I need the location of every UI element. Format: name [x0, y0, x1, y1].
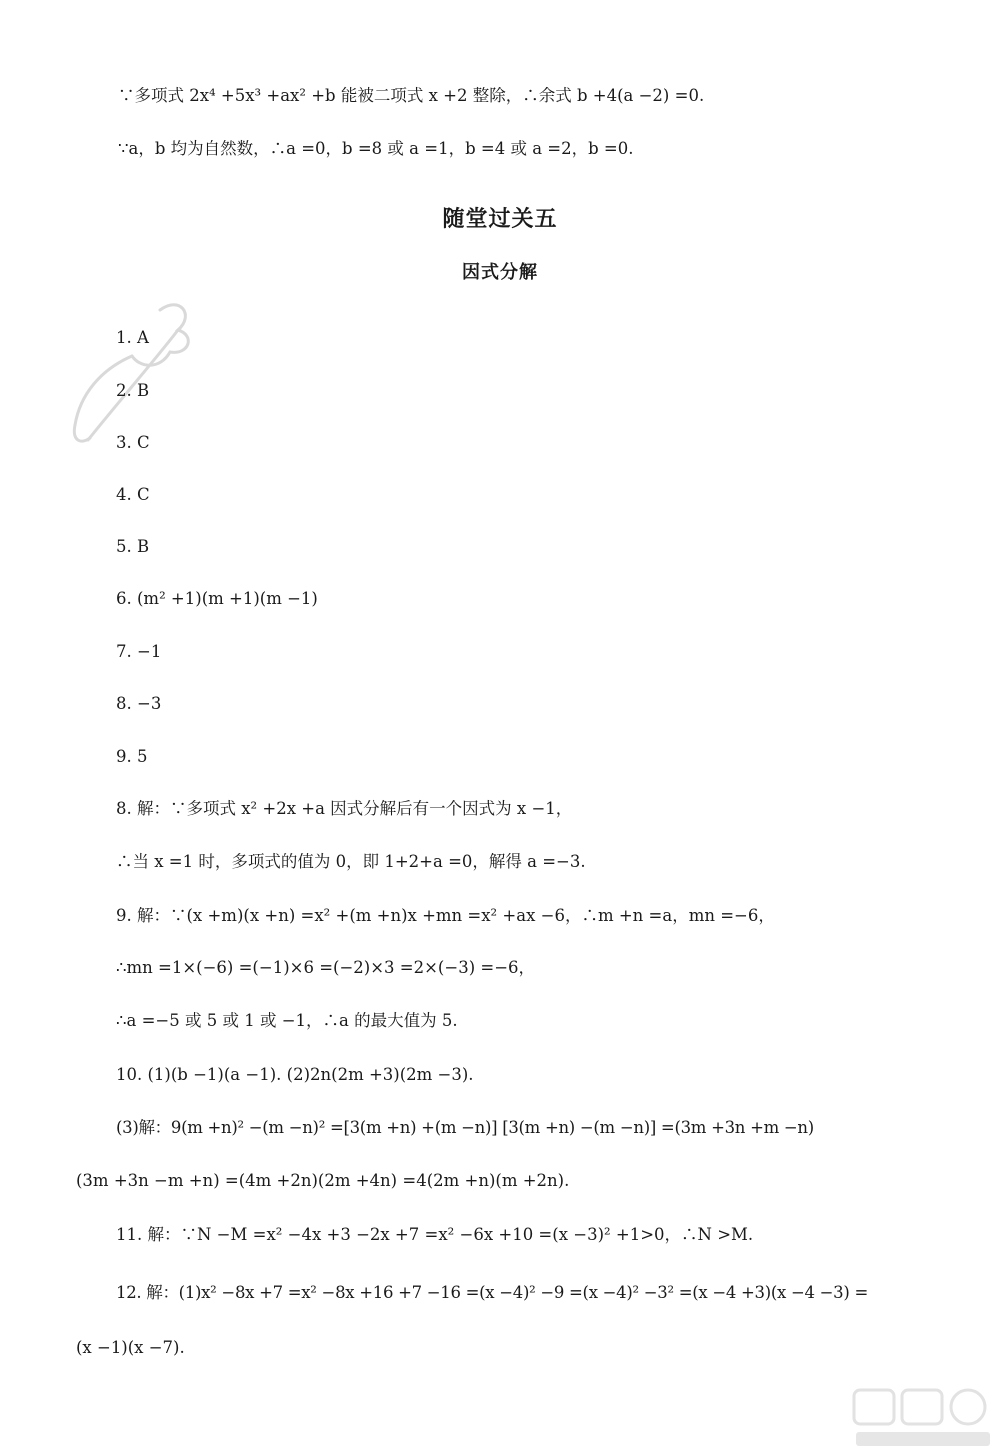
solution-12-line-1: 12. 解：(1)x² −8x +7 =x² −8x +16 +7 −16 =(x −4)² −9 =(x −4)² −3² =(x −4 +3)(x −4 −3) = [116, 1283, 868, 1302]
answer-3: 3. C [116, 433, 150, 452]
solution-10-line-3: (3m +3n −m +n) =(4m +2n)(2m +4n) =4(2m +n)(m +2n). [76, 1171, 570, 1190]
answer-2: 2. B [116, 381, 150, 400]
answer-9: 9. 5 [116, 747, 148, 766]
answer-6: 6. (m² +1)(m +1)(m −1) [116, 589, 318, 608]
solution-10-line-2: (3)解：9(m +n)² −(m −n)² =[3(m +n) +(m −n)] [3(m +n) −(m −n)] =(3m +3n +m −n) [116, 1118, 814, 1137]
section-title: 随堂过关五 [442, 207, 558, 232]
site-watermark-logo [846, 1386, 1000, 1450]
answer-8: 8. −3 [116, 694, 162, 713]
answer-5: 5. B [116, 537, 150, 556]
solution-12-line-2: (x −1)(x −7). [76, 1338, 185, 1357]
section-subtitle: 因式分解 [462, 262, 538, 283]
intro-line-2: ∵a，b 均为自然数，∴a =0，b =8 或 a =1，b =4 或 a =2，b =0. [118, 139, 634, 158]
answer-4: 4. C [116, 485, 150, 504]
answer-1: 1. A [116, 328, 149, 347]
solution-9-line-1: 9. 解：∵(x +m)(x +n) =x² +(m +n)x +mn =x² +ax −6，∴m +n =a，mn =−6， [116, 906, 775, 925]
solution-10-line-1: 10. (1)(b −1)(a −1). (2)2n(2m +3)(2m −3). [116, 1065, 474, 1084]
solution-8-line-1: 8. 解：∵多项式 x² +2x +a 因式分解后有一个因式为 x −1， [116, 799, 573, 818]
answer-7: 7. −1 [116, 642, 162, 661]
solution-11: 11. 解：∵N −M =x² −4x +3 −2x +7 =x² −6x +10 =(x −3)² +1>0，∴N >M. [116, 1225, 754, 1244]
intro-line-1: ∵多项式 2x⁴ +5x³ +ax² +b 能被二项式 x +2 整除，∴余式 b +4(a −2) =0. [118, 86, 705, 105]
solution-9-line-3: ∴a =−5 或 5 或 1 或 −1，∴a 的最大值为 5. [116, 1011, 458, 1030]
solution-9-line-2: ∴mn =1×(−6) =(−1)×6 =(−2)×3 =2×(−3) =−6， [116, 958, 536, 977]
solution-8-line-2: ∴当 x =1 时，多项式的值为 0，即 1+2+a =0，解得 a =−3. [116, 852, 586, 871]
